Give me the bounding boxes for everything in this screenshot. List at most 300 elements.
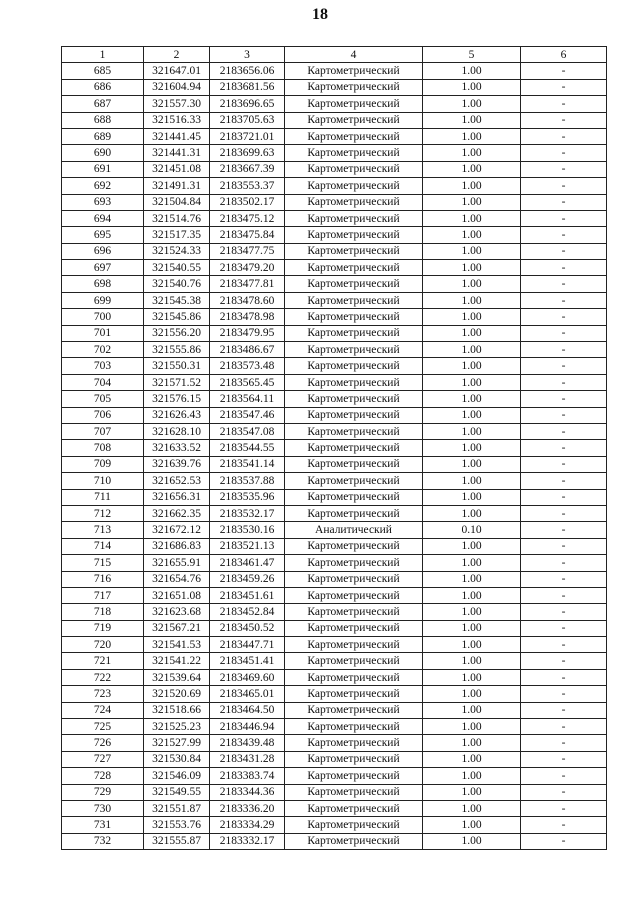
y-coordinate-cell: 2183383.74 — [210, 768, 285, 784]
accuracy-cell: 1.00 — [423, 128, 521, 144]
y-coordinate-cell: 2183461.47 — [210, 555, 285, 571]
method-cell: Картометрический — [285, 128, 423, 144]
y-coordinate-cell: 2183667.39 — [210, 161, 285, 177]
point-number-cell: 713 — [62, 522, 144, 538]
y-coordinate-cell: 2183477.81 — [210, 276, 285, 292]
x-coordinate-cell: 321517.35 — [144, 227, 210, 243]
point-number-cell: 718 — [62, 604, 144, 620]
point-number-cell: 730 — [62, 800, 144, 816]
table-row — [62, 358, 607, 374]
note-cell: - — [521, 538, 607, 554]
column-header: 2 — [144, 47, 210, 63]
note-cell: - — [521, 637, 607, 653]
x-coordinate-cell: 321524.33 — [144, 243, 210, 259]
point-number-cell: 685 — [62, 63, 144, 79]
y-coordinate-cell: 2183656.06 — [210, 63, 285, 79]
accuracy-cell: 1.00 — [423, 227, 521, 243]
table-row — [62, 391, 607, 407]
table-row — [62, 243, 607, 259]
table-row — [62, 276, 607, 292]
accuracy-cell: 1.00 — [423, 112, 521, 128]
table-header-row — [62, 47, 607, 63]
point-number-cell: 725 — [62, 719, 144, 735]
note-cell: - — [521, 342, 607, 358]
note-cell: - — [521, 440, 607, 456]
x-coordinate-cell: 321633.52 — [144, 440, 210, 456]
point-number-cell: 709 — [62, 456, 144, 472]
table-row — [62, 456, 607, 472]
x-coordinate-cell: 321571.52 — [144, 374, 210, 390]
method-cell: Картометрический — [285, 784, 423, 800]
note-cell: - — [521, 800, 607, 816]
y-coordinate-cell: 2183705.63 — [210, 112, 285, 128]
table-row — [62, 555, 607, 571]
y-coordinate-cell: 2183469.60 — [210, 669, 285, 685]
method-cell: Картометрический — [285, 505, 423, 521]
point-number-cell: 700 — [62, 309, 144, 325]
accuracy-cell: 1.00 — [423, 96, 521, 112]
accuracy-cell: 1.00 — [423, 735, 521, 751]
point-number-cell: 708 — [62, 440, 144, 456]
point-number-cell: 691 — [62, 161, 144, 177]
x-coordinate-cell: 321654.76 — [144, 571, 210, 587]
accuracy-cell: 1.00 — [423, 374, 521, 390]
method-cell: Картометрический — [285, 63, 423, 79]
table-row — [62, 374, 607, 390]
point-number-cell: 695 — [62, 227, 144, 243]
x-coordinate-cell: 321546.09 — [144, 768, 210, 784]
note-cell: - — [521, 555, 607, 571]
y-coordinate-cell: 2183521.13 — [210, 538, 285, 554]
x-coordinate-cell: 321626.43 — [144, 407, 210, 423]
note-cell: - — [521, 702, 607, 718]
method-cell: Картометрический — [285, 358, 423, 374]
table-row — [62, 817, 607, 833]
y-coordinate-cell: 2183478.98 — [210, 309, 285, 325]
y-coordinate-cell: 2183553.37 — [210, 178, 285, 194]
y-coordinate-cell: 2183451.41 — [210, 653, 285, 669]
accuracy-cell: 1.00 — [423, 309, 521, 325]
x-coordinate-cell: 321540.76 — [144, 276, 210, 292]
y-coordinate-cell: 2183475.12 — [210, 210, 285, 226]
table-row — [62, 128, 607, 144]
accuracy-cell: 1.00 — [423, 260, 521, 276]
x-coordinate-cell: 321530.84 — [144, 751, 210, 767]
y-coordinate-cell: 2183464.50 — [210, 702, 285, 718]
x-coordinate-cell: 321651.08 — [144, 587, 210, 603]
accuracy-cell: 1.00 — [423, 489, 521, 505]
accuracy-cell: 1.00 — [423, 768, 521, 784]
method-cell: Картометрический — [285, 227, 423, 243]
accuracy-cell: 1.00 — [423, 620, 521, 636]
y-coordinate-cell: 2183334.29 — [210, 817, 285, 833]
point-number-cell: 699 — [62, 292, 144, 308]
x-coordinate-cell: 321556.20 — [144, 325, 210, 341]
y-coordinate-cell: 2183573.48 — [210, 358, 285, 374]
table-row — [62, 79, 607, 95]
table-row — [62, 309, 607, 325]
method-cell: Картометрический — [285, 79, 423, 95]
accuracy-cell: 1.00 — [423, 423, 521, 439]
note-cell: - — [521, 292, 607, 308]
y-coordinate-cell: 2183336.20 — [210, 800, 285, 816]
point-number-cell: 719 — [62, 620, 144, 636]
method-cell: Картометрический — [285, 571, 423, 587]
y-coordinate-cell: 2183564.11 — [210, 391, 285, 407]
y-coordinate-cell: 2183565.45 — [210, 374, 285, 390]
accuracy-cell: 1.00 — [423, 751, 521, 767]
y-coordinate-cell: 2183502.17 — [210, 194, 285, 210]
table-row — [62, 735, 607, 751]
method-cell: Картометрический — [285, 391, 423, 407]
point-number-cell: 716 — [62, 571, 144, 587]
note-cell: - — [521, 505, 607, 521]
accuracy-cell: 1.00 — [423, 587, 521, 603]
note-cell: - — [521, 161, 607, 177]
note-cell: - — [521, 194, 607, 210]
table-row — [62, 440, 607, 456]
accuracy-cell: 1.00 — [423, 178, 521, 194]
accuracy-cell: 1.00 — [423, 276, 521, 292]
column-header: 4 — [285, 47, 423, 63]
method-cell: Картометрический — [285, 260, 423, 276]
column-header: 3 — [210, 47, 285, 63]
x-coordinate-cell: 321527.99 — [144, 735, 210, 751]
point-number-cell: 712 — [62, 505, 144, 521]
point-number-cell: 715 — [62, 555, 144, 571]
note-cell: - — [521, 128, 607, 144]
table-row — [62, 637, 607, 653]
method-cell: Картометрический — [285, 309, 423, 325]
method-cell: Картометрический — [285, 555, 423, 571]
point-number-cell: 717 — [62, 587, 144, 603]
table-row — [62, 423, 607, 439]
accuracy-cell: 1.00 — [423, 325, 521, 341]
point-number-cell: 710 — [62, 473, 144, 489]
table-row — [62, 96, 607, 112]
point-number-cell: 720 — [62, 637, 144, 653]
note-cell: - — [521, 686, 607, 702]
table-row — [62, 407, 607, 423]
accuracy-cell: 1.00 — [423, 719, 521, 735]
column-header: 6 — [521, 47, 607, 63]
point-number-cell: 694 — [62, 210, 144, 226]
method-cell: Картометрический — [285, 702, 423, 718]
x-coordinate-cell: 321525.23 — [144, 719, 210, 735]
note-cell: - — [521, 178, 607, 194]
point-number-cell: 692 — [62, 178, 144, 194]
method-cell: Картометрический — [285, 456, 423, 472]
x-coordinate-cell: 321655.91 — [144, 555, 210, 571]
page-number: 18 — [312, 6, 328, 23]
table-row — [62, 571, 607, 587]
x-coordinate-cell: 321541.22 — [144, 653, 210, 669]
table-row — [62, 800, 607, 816]
table-row — [62, 669, 607, 685]
note-cell: - — [521, 719, 607, 735]
method-cell: Картометрический — [285, 686, 423, 702]
method-cell: Картометрический — [285, 407, 423, 423]
method-cell: Картометрический — [285, 325, 423, 341]
accuracy-cell: 1.00 — [423, 342, 521, 358]
x-coordinate-cell: 321516.33 — [144, 112, 210, 128]
note-cell: - — [521, 391, 607, 407]
x-coordinate-cell: 321557.30 — [144, 96, 210, 112]
accuracy-cell: 1.00 — [423, 440, 521, 456]
accuracy-cell: 1.00 — [423, 686, 521, 702]
point-number-cell: 706 — [62, 407, 144, 423]
point-number-cell: 705 — [62, 391, 144, 407]
method-cell: Картометрический — [285, 243, 423, 259]
note-cell: - — [521, 423, 607, 439]
point-number-cell: 726 — [62, 735, 144, 751]
accuracy-cell: 1.00 — [423, 637, 521, 653]
method-cell: Картометрический — [285, 768, 423, 784]
x-coordinate-cell: 321541.53 — [144, 637, 210, 653]
y-coordinate-cell: 2183544.55 — [210, 440, 285, 456]
table-row — [62, 473, 607, 489]
table-row — [62, 604, 607, 620]
table-row — [62, 833, 607, 849]
table-row — [62, 686, 607, 702]
accuracy-cell: 1.00 — [423, 210, 521, 226]
y-coordinate-cell: 2183479.95 — [210, 325, 285, 341]
note-cell: - — [521, 227, 607, 243]
accuracy-cell: 0.10 — [423, 522, 521, 538]
method-cell: Картометрический — [285, 833, 423, 849]
accuracy-cell: 1.00 — [423, 473, 521, 489]
x-coordinate-cell: 321662.35 — [144, 505, 210, 521]
x-coordinate-cell: 321553.76 — [144, 817, 210, 833]
table-row — [62, 719, 607, 735]
x-coordinate-cell: 321550.31 — [144, 358, 210, 374]
method-cell: Картометрический — [285, 440, 423, 456]
y-coordinate-cell: 2183535.96 — [210, 489, 285, 505]
x-coordinate-cell: 321672.12 — [144, 522, 210, 538]
accuracy-cell: 1.00 — [423, 407, 521, 423]
point-number-cell: 724 — [62, 702, 144, 718]
table-row — [62, 210, 607, 226]
table-row — [62, 653, 607, 669]
y-coordinate-cell: 2183465.01 — [210, 686, 285, 702]
x-coordinate-cell: 321604.94 — [144, 79, 210, 95]
method-cell: Картометрический — [285, 637, 423, 653]
note-cell: - — [521, 522, 607, 538]
note-cell: - — [521, 358, 607, 374]
x-coordinate-cell: 321545.86 — [144, 309, 210, 325]
x-coordinate-cell: 321576.15 — [144, 391, 210, 407]
note-cell: - — [521, 374, 607, 390]
x-coordinate-cell: 321504.84 — [144, 194, 210, 210]
method-cell: Картометрический — [285, 620, 423, 636]
column-header: 5 — [423, 47, 521, 63]
note-cell: - — [521, 751, 607, 767]
y-coordinate-cell: 2183532.17 — [210, 505, 285, 521]
table-row — [62, 751, 607, 767]
table-row — [62, 194, 607, 210]
table-row — [62, 784, 607, 800]
note-cell: - — [521, 276, 607, 292]
note-cell: - — [521, 784, 607, 800]
coordinates-table — [61, 46, 607, 850]
method-cell: Картометрический — [285, 751, 423, 767]
table-body — [62, 63, 607, 850]
method-cell: Картометрический — [285, 719, 423, 735]
y-coordinate-cell: 2183439.48 — [210, 735, 285, 751]
note-cell: - — [521, 456, 607, 472]
note-cell: - — [521, 571, 607, 587]
method-cell: Аналитический — [285, 522, 423, 538]
method-cell: Картометрический — [285, 292, 423, 308]
table-row — [62, 522, 607, 538]
y-coordinate-cell: 2183477.75 — [210, 243, 285, 259]
table-row — [62, 227, 607, 243]
accuracy-cell: 1.00 — [423, 653, 521, 669]
note-cell: - — [521, 833, 607, 849]
accuracy-cell: 1.00 — [423, 161, 521, 177]
y-coordinate-cell: 2183451.61 — [210, 587, 285, 603]
note-cell: - — [521, 96, 607, 112]
table-row — [62, 620, 607, 636]
y-coordinate-cell: 2183332.17 — [210, 833, 285, 849]
y-coordinate-cell: 2183537.88 — [210, 473, 285, 489]
accuracy-cell: 1.00 — [423, 505, 521, 521]
y-coordinate-cell: 2183681.56 — [210, 79, 285, 95]
accuracy-cell: 1.00 — [423, 63, 521, 79]
table-row — [62, 702, 607, 718]
method-cell: Картометрический — [285, 96, 423, 112]
note-cell: - — [521, 112, 607, 128]
point-number-cell: 688 — [62, 112, 144, 128]
table-row — [62, 178, 607, 194]
accuracy-cell: 1.00 — [423, 784, 521, 800]
y-coordinate-cell: 2183486.67 — [210, 342, 285, 358]
point-number-cell: 703 — [62, 358, 144, 374]
x-coordinate-cell: 321441.31 — [144, 145, 210, 161]
x-coordinate-cell: 321441.45 — [144, 128, 210, 144]
x-coordinate-cell: 321639.76 — [144, 456, 210, 472]
method-cell: Картометрический — [285, 194, 423, 210]
accuracy-cell: 1.00 — [423, 456, 521, 472]
note-cell: - — [521, 210, 607, 226]
y-coordinate-cell: 2183541.14 — [210, 456, 285, 472]
method-cell: Картометрический — [285, 604, 423, 620]
method-cell: Картометрический — [285, 800, 423, 816]
note-cell: - — [521, 489, 607, 505]
method-cell: Картометрический — [285, 276, 423, 292]
table-row — [62, 489, 607, 505]
point-number-cell: 696 — [62, 243, 144, 259]
note-cell: - — [521, 669, 607, 685]
x-coordinate-cell: 321551.87 — [144, 800, 210, 816]
note-cell: - — [521, 325, 607, 341]
table-row — [62, 161, 607, 177]
accuracy-cell: 1.00 — [423, 555, 521, 571]
x-coordinate-cell: 321545.38 — [144, 292, 210, 308]
method-cell: Картометрический — [285, 735, 423, 751]
accuracy-cell: 1.00 — [423, 145, 521, 161]
accuracy-cell: 1.00 — [423, 702, 521, 718]
y-coordinate-cell: 2183547.46 — [210, 407, 285, 423]
point-number-cell: 698 — [62, 276, 144, 292]
point-number-cell: 714 — [62, 538, 144, 554]
y-coordinate-cell: 2183447.71 — [210, 637, 285, 653]
y-coordinate-cell: 2183431.28 — [210, 751, 285, 767]
method-cell: Картометрический — [285, 161, 423, 177]
x-coordinate-cell: 321686.83 — [144, 538, 210, 554]
accuracy-cell: 1.00 — [423, 391, 521, 407]
y-coordinate-cell: 2183721.01 — [210, 128, 285, 144]
y-coordinate-cell: 2183446.94 — [210, 719, 285, 735]
accuracy-cell: 1.00 — [423, 604, 521, 620]
method-cell: Картометрический — [285, 473, 423, 489]
table-row — [62, 260, 607, 276]
note-cell: - — [521, 587, 607, 603]
x-coordinate-cell: 321539.64 — [144, 669, 210, 685]
accuracy-cell: 1.00 — [423, 243, 521, 259]
point-number-cell: 697 — [62, 260, 144, 276]
table-row — [62, 768, 607, 784]
table-row — [62, 292, 607, 308]
method-cell: Картометрический — [285, 587, 423, 603]
point-number-cell: 727 — [62, 751, 144, 767]
point-number-cell: 690 — [62, 145, 144, 161]
table-row — [62, 325, 607, 341]
method-cell: Картометрический — [285, 538, 423, 554]
x-coordinate-cell: 321567.21 — [144, 620, 210, 636]
point-number-cell: 702 — [62, 342, 144, 358]
accuracy-cell: 1.00 — [423, 800, 521, 816]
note-cell: - — [521, 407, 607, 423]
accuracy-cell: 1.00 — [423, 292, 521, 308]
accuracy-cell: 1.00 — [423, 571, 521, 587]
method-cell: Картометрический — [285, 669, 423, 685]
accuracy-cell: 1.00 — [423, 817, 521, 833]
y-coordinate-cell: 2183344.36 — [210, 784, 285, 800]
point-number-cell: 732 — [62, 833, 144, 849]
y-coordinate-cell: 2183459.26 — [210, 571, 285, 587]
table-row — [62, 505, 607, 521]
table-row — [62, 63, 607, 79]
point-number-cell: 731 — [62, 817, 144, 833]
x-coordinate-cell: 321555.87 — [144, 833, 210, 849]
y-coordinate-cell: 2183478.60 — [210, 292, 285, 308]
note-cell: - — [521, 817, 607, 833]
method-cell: Картометрический — [285, 817, 423, 833]
point-number-cell: 686 — [62, 79, 144, 95]
x-coordinate-cell: 321647.01 — [144, 63, 210, 79]
note-cell: - — [521, 79, 607, 95]
x-coordinate-cell: 321623.68 — [144, 604, 210, 620]
accuracy-cell: 1.00 — [423, 538, 521, 554]
x-coordinate-cell: 321549.55 — [144, 784, 210, 800]
note-cell: - — [521, 63, 607, 79]
table-row — [62, 112, 607, 128]
point-number-cell: 707 — [62, 423, 144, 439]
method-cell: Картометрический — [285, 112, 423, 128]
y-coordinate-cell: 2183547.08 — [210, 423, 285, 439]
point-number-cell: 693 — [62, 194, 144, 210]
point-number-cell: 687 — [62, 96, 144, 112]
x-coordinate-cell: 321520.69 — [144, 686, 210, 702]
table-row — [62, 538, 607, 554]
y-coordinate-cell: 2183452.84 — [210, 604, 285, 620]
method-cell: Картометрический — [285, 489, 423, 505]
column-header: 1 — [62, 47, 144, 63]
note-cell: - — [521, 653, 607, 669]
y-coordinate-cell: 2183475.84 — [210, 227, 285, 243]
note-cell: - — [521, 260, 607, 276]
